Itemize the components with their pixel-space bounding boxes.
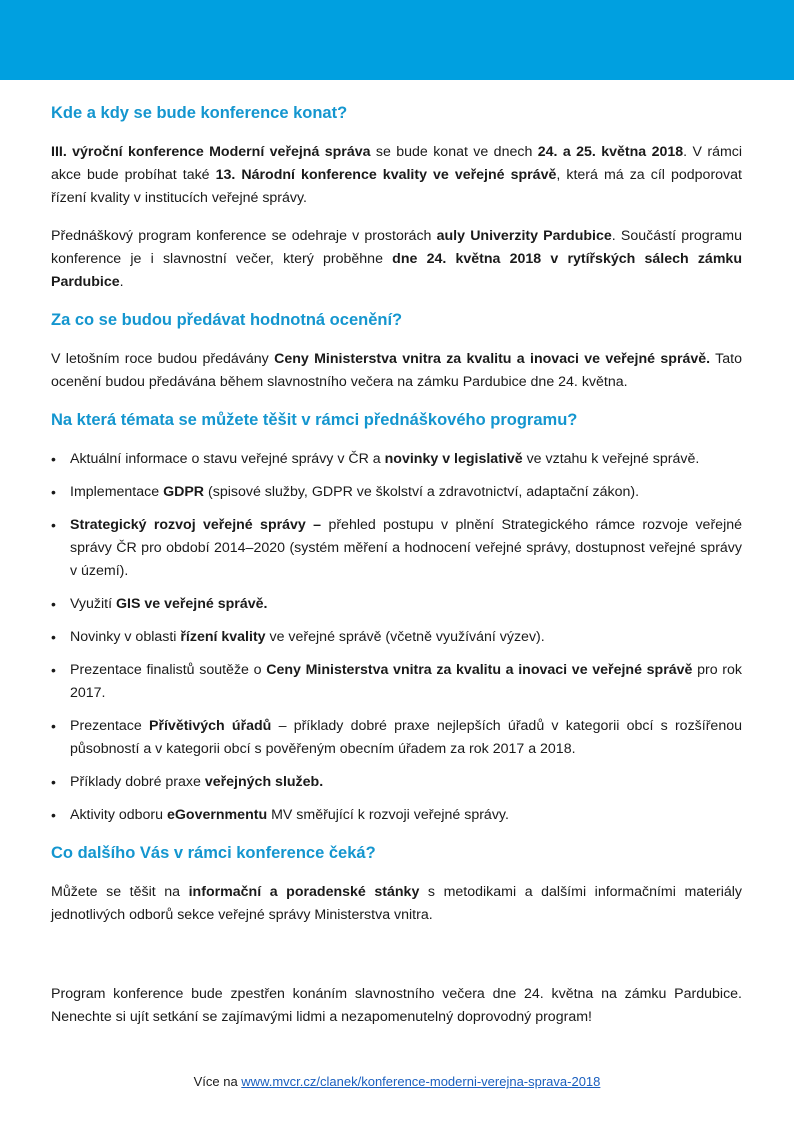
text-run: (spisové služby, GDPR ve školství a zdravotnictví, adaptační zákon).	[204, 484, 640, 500]
text-run: Novinky v oblasti	[70, 629, 181, 645]
bold-text: novinky v legislativě	[384, 451, 523, 467]
bold-text: informační a poradenské stánky	[188, 884, 420, 900]
text-run: přehled postupu v plnění Strategického rámce rozvoje veřejné správy ČR pro období 2014–2020 (systém měření a hodnocení veřejné správy, dostupnost veřejné správy v území).	[70, 517, 743, 579]
bold-text: 24. a 25. května 2018	[537, 144, 684, 160]
bold-text: GIS ve veřejné správě.	[116, 596, 268, 612]
text-run: Můžete se těšit na	[51, 884, 189, 900]
list-item	[51, 715, 742, 761]
paragraph-awards	[51, 348, 742, 394]
paragraph-info-stands	[51, 881, 742, 927]
header-band	[0, 0, 794, 80]
bold-text: auly Univerzity Pardubice	[436, 228, 612, 244]
bold-text: Přívětivých úřadů	[149, 718, 272, 734]
paragraph-gala-evening	[51, 983, 742, 1029]
bold-text: GDPR	[163, 484, 205, 500]
bold-text: dne 24. května 2018 v rytířských sálech zámku Pardubice	[51, 251, 742, 290]
text-run: Příklady dobré praxe	[70, 774, 205, 790]
list-item	[51, 626, 742, 649]
text-run: Aktivity odboru	[70, 807, 167, 823]
text-run: se bude konat ve dnech	[370, 144, 538, 160]
text-run: V letošním roce budou předávány	[51, 351, 275, 367]
paragraph-venue-dates	[51, 141, 742, 210]
text-run: .	[119, 274, 124, 290]
list-item	[51, 593, 742, 616]
footer-link[interactable]: www.mvcr.cz/clanek/konference-moderni-verejna-sprava-2018	[241, 1074, 601, 1089]
text-run: . V rámci akce bude probíhat také	[51, 144, 743, 183]
text-run: MV směřující k rozvoji veřejné správy.	[267, 807, 509, 823]
section-heading-extras: Co dalšího Vás v rámci konference čeká?	[51, 844, 376, 862]
text-run: pro rok 2017.	[70, 662, 742, 701]
topics-list	[51, 448, 742, 827]
section-heading-venue: Kde a kdy se bude konference konat?	[51, 104, 348, 122]
bold-text: 13. Národní konference kvality ve veřejné správě	[215, 167, 557, 183]
list-item	[51, 514, 742, 583]
text-run: . Součástí programu konference je i slavnostní večer, který proběhne	[51, 228, 743, 267]
list-item	[51, 804, 742, 827]
footer-prefix: Více na	[193, 1074, 242, 1089]
bold-text: řízení kvality	[180, 629, 266, 645]
section-heading-topics: Na která témata se můžete těšit v rámci přednáškového programu?	[51, 411, 578, 429]
bold-text: Ceny Ministerstva vnitra za kvalitu a inovaci ve veřejné správě	[266, 662, 693, 678]
document-body	[51, 102, 742, 1044]
list-item	[51, 659, 742, 705]
text-run: Využití	[70, 596, 116, 612]
text-run: Aktuální informace o stavu veřejné správy v ČR a	[70, 451, 385, 467]
section-heading-awards: Za co se budou předávat hodnotná ocenění?	[51, 311, 403, 329]
bold-text: veřejných služeb.	[204, 774, 324, 790]
footer	[0, 1072, 794, 1092]
list-item	[51, 481, 742, 504]
list-item	[51, 771, 742, 794]
bold-text: Strategický rozvoj veřejné správy –	[70, 517, 322, 533]
text-run: Přednáškový program konference se odehraje v prostorách	[51, 228, 437, 244]
text-run: – příklady dobré praxe nejlepších úřadů v kategorii obcí s rozšířenou působností a v kategorii obcí s pověřeným obecním úřadem za rok 2017 a 2018.	[70, 718, 742, 757]
bold-text: eGovernmentu	[167, 807, 268, 823]
text-run: ve veřejné správě (včetně využívání výzev).	[265, 629, 545, 645]
bold-text: III. výroční konference Moderní veřejná správa	[51, 144, 371, 160]
paragraph-venue-location	[51, 225, 742, 294]
text-run: Program konference bude zpestřen konáním slavnostního večera dne 24. května na zámku Pardubice. Nenechte si ujít setkání se zajímavými lidmi a nezapomenutelný doprovodný program!	[51, 986, 742, 1025]
bold-text: Ceny Ministerstva vnitra za kvalitu a inovaci ve veřejné správě.	[274, 351, 711, 367]
text-run: Implementace	[70, 484, 164, 500]
list-item	[51, 448, 742, 471]
text-run: Tato ocenění budou předávána během slavnostního večera na zámku Pardubice dne 24. května.	[51, 351, 742, 390]
text-run: , která má za cíl podporovat řízení kvality v institucích veřejné správy.	[51, 167, 742, 206]
text-run: Prezentace finalistů soutěže o	[70, 662, 267, 678]
text-run: ve vztahu k veřejné správě.	[522, 451, 700, 467]
spacer	[51, 942, 742, 983]
text-run: Prezentace	[70, 718, 149, 734]
text-run: s metodikami a dalšími informačními materiály jednotlivých odborů sekce veřejné správy Ministerstva vnitra.	[51, 884, 742, 923]
